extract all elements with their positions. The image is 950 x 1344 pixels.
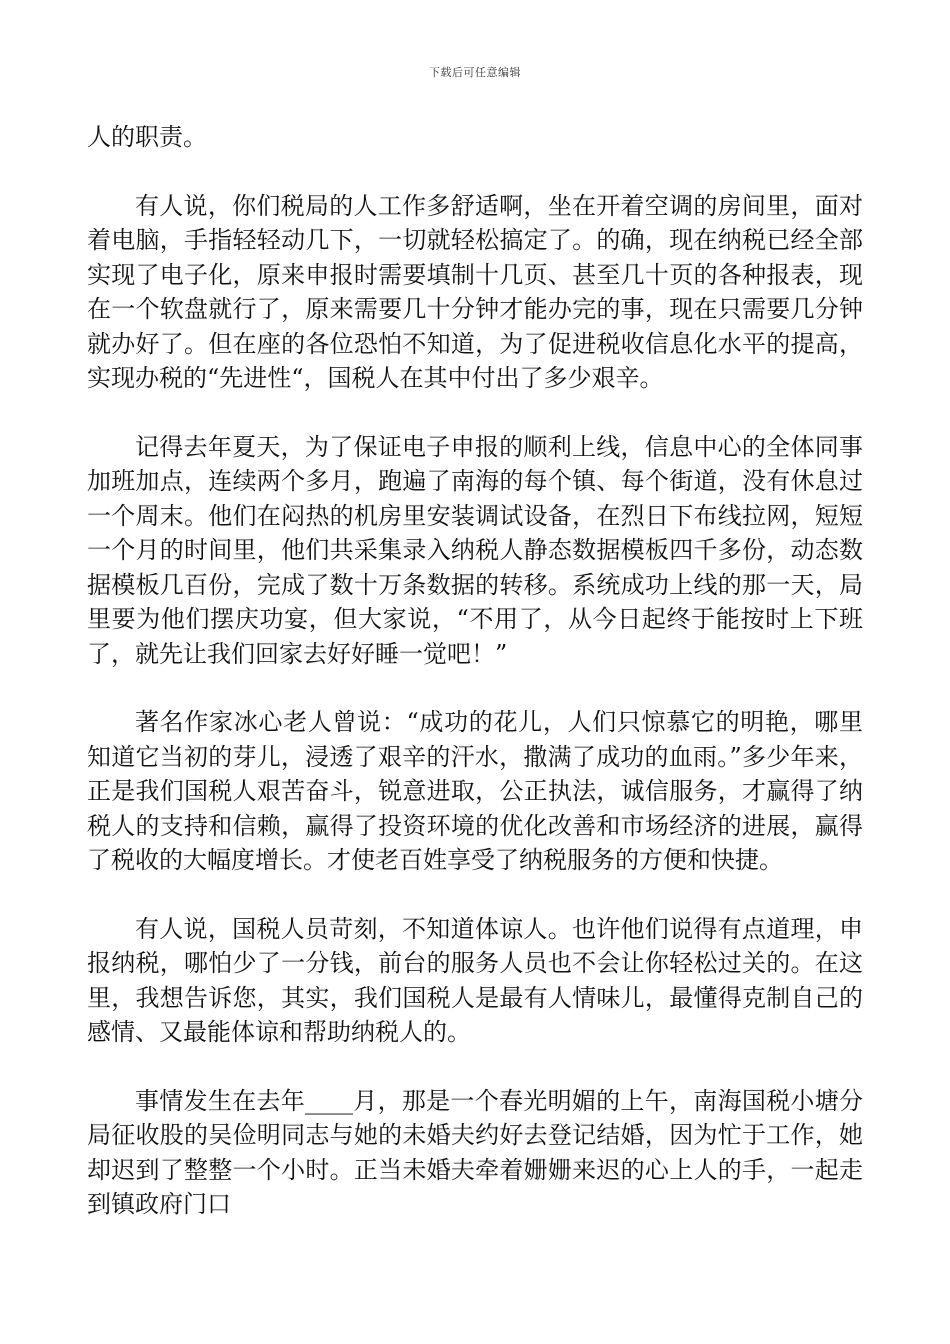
paragraph-gap bbox=[87, 671, 863, 705]
paragraph-continuation: 人的职责。 bbox=[87, 123, 207, 151]
paragraph-gap bbox=[87, 155, 863, 189]
paragraph-gap bbox=[87, 1050, 863, 1084]
paragraph: 记得去年夏天，为了保证电子申报的顺利上线，信息中心的全体同事加班加点，连续两个多月，跑遍了南海的每个镇、每个街道，没有休息过一个周末。他们在闷热的机房里安装调试设备，在烈日下布线拉网，短短一个月的时间里，他们共采集录入纳税人静态数据模板四千多份，动态数据模板几百份，完成了数十万条数据的转移。系统成功上线的那一天，局里要为他们摆庆功宴，但大家说，“不用了，从今日起终于能按时上下班了，就先让我们回家去好好睡一觉吧！” bbox=[87, 432, 863, 668]
paragraph: 有人说，你们税局的人工作多舒适啊，坐在开着空调的房间里，面对着电脑，手指轻轻动几下，一切就轻松搞定了。的确，现在纳税已经全部实现了电子化，原来申报时需要填制十几页、甚至几十页的各种报表，现在一个软盘就行了，原来需要几十分钟才能办完的事，现在只需要几分钟就办好了。但在座的各位恐怕不知道，为了促进税收信息化水平的提高，实现办税的“先进性“，国税人在其中付出了多少艰辛。 bbox=[87, 191, 863, 392]
page-header: 下载后可任意编辑 bbox=[429, 66, 521, 79]
paragraph: 事情发生在去年____月，那是一个春光明媚的上午，南海国税小塘分局征收股的吴俭明同志与她的未婚夫约好去登记结婚，因为忙于工作，她却迟到了整整一个小时。正当未婚夫牵着姗姗来迟的心上人的手，一起走到镇政府门口 bbox=[87, 1086, 863, 1218]
paragraph-gap bbox=[87, 396, 863, 430]
paragraph-gap bbox=[87, 878, 863, 912]
paragraph: 有人说，国税人员苛刻，不知道体谅人。也许他们说得有点道理，申报纳税，哪怕少了一分钱，前台的服务人员也不会让你轻松过关的。在这里，我想告诉您，其实，我们国税人是最有人情味儿，最懂得克制自己的感情、又最能体谅和帮助纳税人的。 bbox=[87, 914, 863, 1046]
paragraph: 著名作家冰心老人曾说：“成功的花儿，人们只惊慕它的明艳，哪里知道它当初的芽儿，浸透了艰辛的汗水，撒满了成功的血雨。”多少年来，正是我们国税人艰苦奋斗，锐意进取，公正执法，诚信服务，才赢得了纳税人的支持和信赖，赢得了投资环境的优化改善和市场经济的进展，赢得了税收的大幅度增长。才使老百姓享受了纳税服务的方便和快捷。 bbox=[87, 708, 863, 874]
document-body bbox=[87, 120, 863, 1222]
